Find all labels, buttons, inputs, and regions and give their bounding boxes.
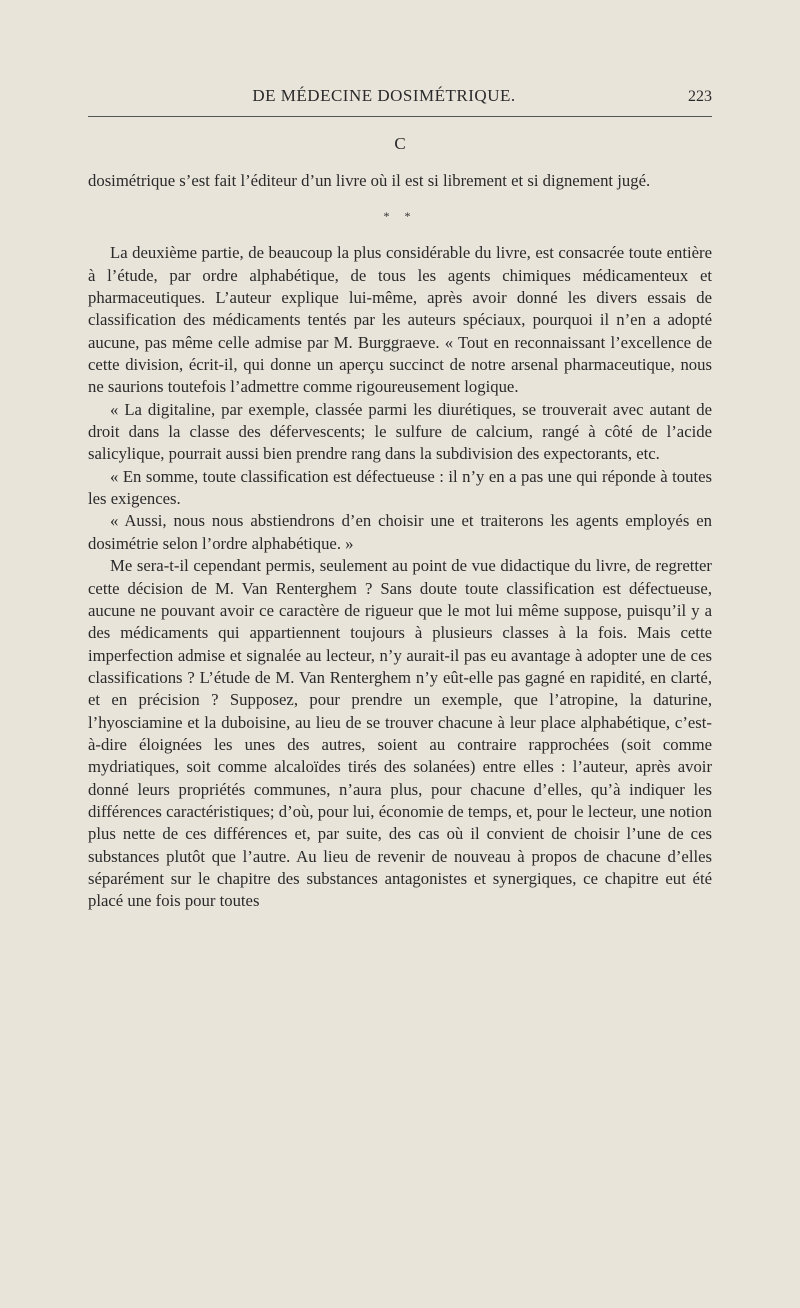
paragraph: « Aussi, nous nous abstiendrons d’en choisir une et traiterons les agents employés en dosimétrie selon l’ordre alphabétique. » [88,511,712,553]
header-rule [88,116,712,117]
page-header [88,86,712,106]
paragraph: « En somme, toute classification est défectueuse : il n’y en a pas une qui réponde à toutes les exigences. [88,466,712,509]
page-number: 223 [688,88,712,105]
body-text [88,170,712,913]
signature-mark: C [394,134,406,153]
paragraph: « La digitaline, par exemple, classée parmi les diurétiques, se trouverait avec autant de droit dans la classe des défervescents; le sulfure de calcium, rangé à côté de l’acide salicylique, pourrait aussi bien prendre rang dans la subdivision des expectorants, etc. [88,399,712,464]
asterism: * * [383,209,417,224]
running-head: DE MÉDECINE DOSIMÉTRIQUE. [252,86,516,105]
paragraph: dosimétrique s’est fait l’éditeur d’un livre où il est si librement et si dignement jugé. [88,171,651,190]
paragraph: La deuxième partie, de beaucoup la plus considérable du livre, est consacrée toute entière à l’étude, par ordre alphabétique, de tous les agents chimiques médicamenteux et pharmaceutiques. L’auteur explique lui-même, après avoir donné les divers essais de classification des médicaments tentés par les auteurs spéciaux, pourquoi il n’en a adopté aucune, pas même celle admise par M. Burggraeve. « Tout en reconnaissant l’excellence de cette division, écrit-il, qui donne un aperçu succinct de notre arsenal pharmaceutique, nous ne saurions toutefois l’admettre comme rigoureusement logique. [88,243,712,397]
paragraph: Me sera-t-il cependant permis, seulement au point de vue didactique du livre, de regretter cette décision de M. Van Renterghem ? Sans doute toute classification est défectueuse, aucune ne pouvant avoir ce caractère de rigueur que le mot lui même suppose, puisqu’il y a des médicaments qui appartiennent toujours à plusieurs classes à la fois. Mais cette imperfection admise et signalée au lecteur, n’y aurait-il pas eu avantage à adopter une de ces classifications ? L’étude de M. Van Renterghem n’y eût-elle pas gagné en rapidité, en clarté, et en précision ? Supposez, pour prendre un exemple, que l’atropine, la daturine, l’hyosciamine et la duboisine, au lieu de se trouver chacune à leur place alphabétique, c’est-à-dire éloignées les unes des autres, soient au contraire rapprochées (soit comme mydriatiques, soit comme alcaloïdes tirés des solanées) entre elles : l’auteur, après avoir donné leurs propriétés communes, n’aura plus, pour chacune d’elles, qu’à indiquer les différences caractéristiques; d’où, pour lui, économie de temps, et, pour le lecteur, une notion plus nette de ces différences et, par suite, des cas où il convient de choisir l’une de ces substances plutôt que l’autre. Au lieu de revenir de nouveau à propos de chacune d’elles séparément sur le chapitre des substances antagonistes et synergiques, ce chapitre eut été placé une fois pour toutes [88,556,712,911]
